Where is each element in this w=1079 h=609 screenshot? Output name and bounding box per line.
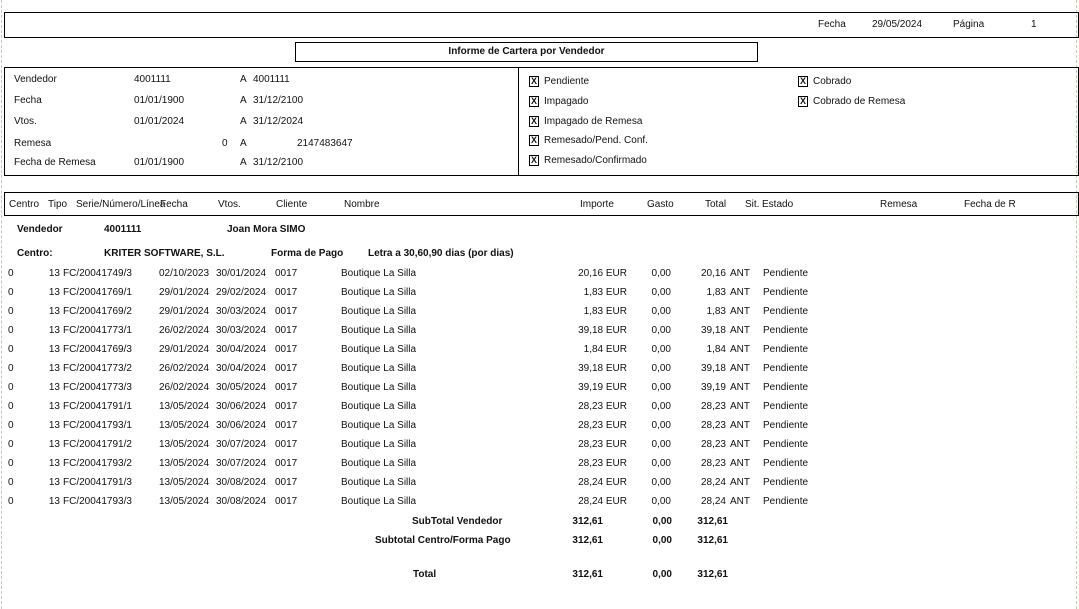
option-cobrado-label: Cobrado [813,76,852,87]
cell-cliente: 0017 [275,420,298,431]
col-sit: Sit. [745,199,760,210]
filter-fecha-remesa-from: 01/01/1900 [134,157,185,168]
group-forma-pago-label: Forma de Pago [271,248,344,259]
filter-vendedor-label: Vendedor [14,74,57,85]
cell-gasto: 0,00 [651,420,671,431]
header-fecha-value: 29/05/2024 [872,19,923,30]
table-row [0,322,1079,341]
col-tipo: Tipo [48,199,68,210]
cell-total: 28,23 [700,401,726,412]
grand-total-label: Total [413,569,437,580]
cell-total: 39,19 [700,382,726,393]
filter-vtos-label: Vtos. [14,116,37,127]
cell-sit: ANT [730,382,750,393]
cell-centro: 0 [8,287,14,298]
cell-centro: 0 [8,420,14,431]
cell-total: 28,23 [700,458,726,469]
cell-importe: 1,83 EUR [583,287,627,298]
subtotal-centro-gasto: 0,00 [652,535,672,546]
cell-serie: FC/20041769/3 [63,344,132,355]
cell-tipo: 13 [48,306,60,317]
cell-tipo: 13 [48,458,60,469]
filters-divider [518,68,519,175]
filter-vtos-a: A [240,116,247,127]
cell-vto: 30/05/2024 [216,382,267,393]
cell-importe: 1,84 EUR [583,344,627,355]
cell-tipo: 13 [48,382,60,393]
cell-serie: FC/20041773/3 [63,382,132,393]
filter-fecha-label: Fecha [14,95,42,106]
cell-cliente: 0017 [275,363,298,374]
cell-sit: ANT [730,458,750,469]
cell-fecha: 13/05/2024 [159,477,210,488]
cell-nombre: Boutique La Silla [341,325,417,336]
cell-cliente: 0017 [275,344,298,355]
cell-total: 28,23 [700,420,726,431]
cell-cliente: 0017 [275,306,298,317]
cell-tipo: 13 [48,363,60,374]
cell-serie: FC/20041749/3 [63,268,132,279]
column-header-box [4,192,1079,216]
cell-serie: FC/20041793/1 [63,420,132,431]
cell-estado: Pendiente [763,344,809,355]
table-row [0,341,1079,360]
col-vtos: Vtos. [218,199,241,210]
cell-centro: 0 [8,268,14,279]
filter-remesa-from: 0 [222,138,228,149]
cell-sit: ANT [730,344,750,355]
cell-nombre: Boutique La Silla [341,268,417,279]
cell-sit: ANT [730,496,750,507]
col-remesa: Remesa [880,199,918,210]
cell-estado: Pendiente [763,496,809,507]
cell-tipo: 13 [48,344,60,355]
col-gasto: Gasto [647,199,674,210]
cell-gasto: 0,00 [651,458,671,469]
col-fecha: Fecha [160,199,188,210]
cell-nombre: Boutique La Silla [341,382,417,393]
table-row [0,455,1079,474]
cell-cliente: 0017 [275,477,298,488]
cell-fecha: 13/05/2024 [159,458,210,469]
cell-vto: 30/07/2024 [216,458,267,469]
cell-importe: 28,24 EUR [578,477,627,488]
cell-serie: FC/20041791/1 [63,401,132,412]
option-remesado-pend[interactable] [529,135,648,146]
cell-total: 39,18 [700,363,726,374]
cell-importe: 28,23 EUR [578,401,627,412]
cell-cliente: 0017 [275,325,298,336]
option-pendiente-label: Pendiente [544,76,590,87]
cell-gasto: 0,00 [651,306,671,317]
cell-serie: FC/20041773/1 [63,325,132,336]
group-forma-pago-value: Letra a 30,60,90 dias (por dias) [368,248,514,259]
table-row [0,303,1079,322]
subtotal-centro-label: Subtotal Centro/Forma Pago [375,535,511,546]
grand-total-importe: 312,61 [572,569,603,580]
option-remesado-conf[interactable] [529,155,647,166]
table-row [0,284,1079,303]
cell-vto: 30/08/2024 [216,477,267,488]
table-row [0,493,1079,512]
cell-centro: 0 [8,363,14,374]
cell-sit: ANT [730,363,750,374]
cell-cliente: 0017 [275,382,298,393]
col-centro: Centro [9,199,40,210]
cell-total: 20,16 [700,268,726,279]
cell-tipo: 13 [48,496,60,507]
table-row [0,360,1079,379]
cell-sit: ANT [730,268,750,279]
filter-fecha-from: 01/01/1900 [134,95,185,106]
checkbox-checked-icon[interactable]: X [530,135,537,145]
group-vendedor-code: 4001111 [104,224,142,235]
cell-fecha: 29/01/2024 [159,344,210,355]
col-importe: Importe [580,199,614,210]
cell-centro: 0 [8,477,14,488]
subtotal-vendedor-importe: 312,61 [572,516,603,527]
cell-fecha: 29/01/2024 [159,287,210,298]
table-row [0,398,1079,417]
cell-vto: 30/03/2024 [216,306,267,317]
header-fecha-label: Fecha [818,19,846,30]
cell-vto: 30/07/2024 [216,439,267,450]
cell-centro: 0 [8,325,14,336]
cell-importe: 28,23 EUR [578,458,627,469]
cell-centro: 0 [8,401,14,412]
option-cobrado[interactable] [798,76,851,87]
col-nombre: Nombre [344,199,380,210]
cell-vto: 29/02/2024 [216,287,267,298]
header-pagina-value: 1 [1031,19,1037,30]
col-estado: Estado [762,199,794,210]
cell-estado: Pendiente [763,268,809,279]
group-centro-label: Centro: [17,248,53,259]
cell-importe: 39,19 EUR [578,382,627,393]
subtotal-vendedor-gasto: 0,00 [652,516,672,527]
cell-serie: FC/20041769/2 [63,306,132,317]
filter-fecha-to: 31/12/2100 [253,95,304,106]
cell-vto: 30/03/2024 [216,325,267,336]
cell-total: 1,84 [706,344,726,355]
cell-sit: ANT [730,477,750,488]
cell-serie: FC/20041793/2 [63,458,132,469]
cell-cliente: 0017 [275,401,298,412]
report-header-box [4,12,1079,38]
cell-gasto: 0,00 [651,401,671,412]
cell-estado: Pendiente [763,325,809,336]
cell-fecha: 13/05/2024 [159,401,210,412]
option-cobrado-remesa-label: Cobrado de Remesa [813,96,906,107]
filter-vendedor-a: A [240,74,247,85]
report-title: Informe de Cartera por Vendedor [448,46,605,57]
filter-vendedor-from: 4001111 [134,74,171,85]
cell-nombre: Boutique La Silla [341,496,417,507]
report-title-box [295,42,758,62]
group-vendedor-name: Joan Mora SIMO [227,224,306,235]
cell-nombre: Boutique La Silla [341,439,417,450]
table-row [0,474,1079,493]
cell-vto: 30/08/2024 [216,496,267,507]
checkbox-checked-icon[interactable]: X [530,155,537,165]
subtotal-centro-importe: 312,61 [572,535,603,546]
cell-fecha: 26/02/2024 [159,363,210,374]
cell-estado: Pendiente [763,382,809,393]
cell-importe: 39,18 EUR [578,325,627,336]
cell-centro: 0 [8,344,14,355]
cell-sit: ANT [730,306,750,317]
option-cobrado-remesa[interactable] [798,96,905,107]
cell-sit: ANT [730,420,750,431]
cell-tipo: 13 [48,401,60,412]
cell-tipo: 13 [48,477,60,488]
cell-importe: 39,18 EUR [578,363,627,374]
filter-remesa-a: A [240,138,247,149]
cell-nombre: Boutique La Silla [341,458,417,469]
header-pagina-label: Página [953,19,985,30]
table-row [0,417,1079,436]
cell-total: 39,18 [700,325,726,336]
cell-fecha: 13/05/2024 [159,439,210,450]
cell-sit: ANT [730,325,750,336]
cell-vto: 30/04/2024 [216,344,267,355]
cell-fecha: 02/10/2023 [159,268,210,279]
option-impagado[interactable] [529,96,588,107]
cell-sit: ANT [730,401,750,412]
cell-total: 28,24 [700,477,726,488]
option-remesado-conf-label: Remesado/Confirmado [544,155,647,166]
option-impagado-remesa[interactable] [529,116,642,127]
cell-gasto: 0,00 [651,496,671,507]
cell-gasto: 0,00 [651,477,671,488]
subtotal-vendedor-label: SubTotal Vendedor [412,516,503,527]
col-serie: Serie/Número/Línea [76,199,166,210]
subtotal-centro-total: 312,61 [697,535,728,546]
cell-importe: 28,24 EUR [578,496,627,507]
cell-importe: 28,23 EUR [578,420,627,431]
col-total: Total [705,199,727,210]
cell-vto: 30/04/2024 [216,363,267,374]
cell-cliente: 0017 [275,458,298,469]
table-row [0,379,1079,398]
filter-remesa-label: Remesa [14,138,52,149]
cell-importe: 20,16 EUR [578,268,627,279]
cell-estado: Pendiente [763,477,809,488]
checkbox-checked-icon[interactable]: X [530,96,537,106]
option-pendiente[interactable] [529,76,589,87]
cell-estado: Pendiente [763,458,809,469]
filter-fecha-remesa-to: 31/12/2100 [253,157,304,168]
col-cliente: Cliente [276,199,308,210]
cell-nombre: Boutique La Silla [341,363,417,374]
cell-cliente: 0017 [275,496,298,507]
cell-gasto: 0,00 [651,344,671,355]
cell-cliente: 0017 [275,287,298,298]
cell-fecha: 29/01/2024 [159,306,210,317]
cell-importe: 28,23 EUR [578,439,627,450]
grand-total-total: 312,61 [697,569,728,580]
cell-fecha: 26/02/2024 [159,382,210,393]
cell-gasto: 0,00 [651,382,671,393]
cell-serie: FC/20041793/3 [63,496,132,507]
cell-centro: 0 [8,458,14,469]
cell-centro: 0 [8,306,14,317]
cell-cliente: 0017 [275,439,298,450]
cell-centro: 0 [8,496,14,507]
cell-nombre: Boutique La Silla [341,287,417,298]
checkbox-checked-icon[interactable]: X [530,116,537,126]
cell-nombre: Boutique La Silla [341,344,417,355]
cell-tipo: 13 [48,325,60,336]
cell-nombre: Boutique La Silla [341,477,417,488]
checkbox-checked-icon[interactable]: X [799,76,806,86]
filter-vtos-to: 31/12/2024 [253,116,304,127]
cell-centro: 0 [8,382,14,393]
cell-gasto: 0,00 [651,268,671,279]
filter-fecha-remesa-a: A [240,157,247,168]
cell-centro: 0 [8,439,14,450]
cell-gasto: 0,00 [651,287,671,298]
cell-tipo: 13 [48,439,60,450]
cell-serie: FC/20041791/3 [63,477,132,488]
cell-estado: Pendiente [763,439,809,450]
table-row [0,265,1079,284]
col-fecha-r: Fecha de R [964,199,1016,210]
filter-vtos-from: 01/01/2024 [134,116,185,127]
cell-serie: FC/20041769/1 [63,287,132,298]
filter-fecha-remesa-label: Fecha de Remesa [14,157,96,168]
checkbox-checked-icon[interactable]: X [530,76,537,86]
cell-sit: ANT [730,287,750,298]
cell-cliente: 0017 [275,268,298,279]
cell-estado: Pendiente [763,420,809,431]
cell-total: 28,23 [700,439,726,450]
filters-box [4,67,1079,176]
cell-estado: Pendiente [763,363,809,374]
cell-fecha: 13/05/2024 [159,420,210,431]
cell-fecha: 13/05/2024 [159,496,210,507]
cell-estado: Pendiente [763,306,809,317]
cell-vto: 30/06/2024 [216,420,267,431]
cell-gasto: 0,00 [651,439,671,450]
cell-total: 1,83 [706,306,726,317]
cell-tipo: 13 [48,287,60,298]
subtotal-vendedor-total: 312,61 [697,516,728,527]
filter-fecha-a: A [240,95,247,106]
cell-sit: ANT [730,439,750,450]
cell-importe: 1,83 EUR [583,306,627,317]
filter-remesa-to: 2147483647 [297,138,353,149]
cell-gasto: 0,00 [651,363,671,374]
option-impagado-remesa-label: Impagado de Remesa [544,116,643,127]
cell-serie: FC/20041791/2 [63,439,132,450]
cell-gasto: 0,00 [651,325,671,336]
cell-estado: Pendiente [763,401,809,412]
cell-vto: 30/01/2024 [216,268,267,279]
group-vendedor-label: Vendedor [17,224,63,235]
filter-vendedor-to: 4001111 [253,74,290,85]
cell-estado: Pendiente [763,287,809,298]
cell-serie: FC/20041773/2 [63,363,132,374]
option-impagado-label: Impagado [544,96,589,107]
option-remesado-pend-label: Remesado/Pend. Conf. [544,135,648,146]
table-row [0,436,1079,455]
grand-total-gasto: 0,00 [652,569,672,580]
cell-tipo: 13 [48,268,60,279]
cell-vto: 30/06/2024 [216,401,267,412]
cell-total: 28,24 [700,496,726,507]
cell-nombre: Boutique La Silla [341,420,417,431]
cell-total: 1,83 [706,287,726,298]
group-centro-name: KRITER SOFTWARE, S.L. [104,248,225,259]
cell-nombre: Boutique La Silla [341,401,417,412]
cell-fecha: 26/02/2024 [159,325,210,336]
cell-nombre: Boutique La Silla [341,306,417,317]
cell-tipo: 13 [48,420,60,431]
checkbox-checked-icon[interactable]: X [799,96,806,106]
